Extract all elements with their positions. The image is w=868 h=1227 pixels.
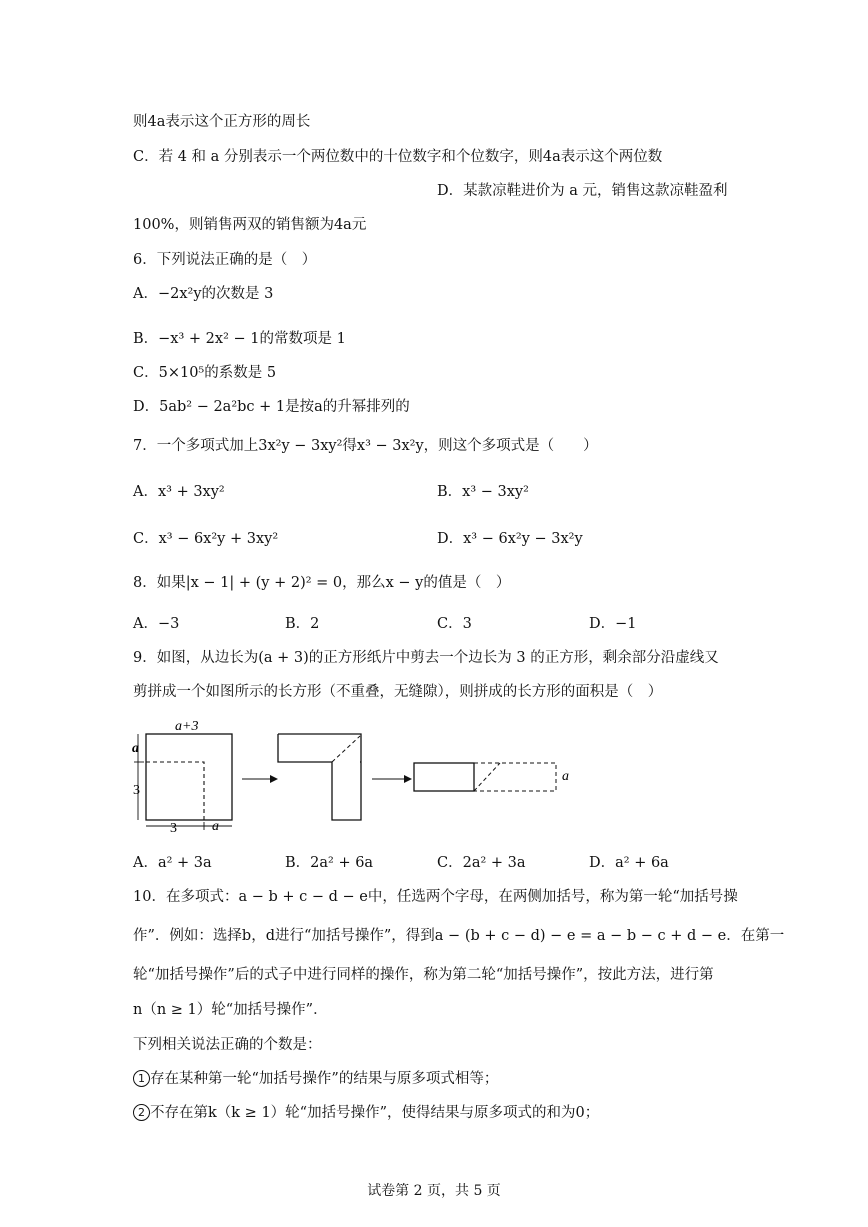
l-shape-cut: [332, 736, 360, 762]
option-c: C．3: [437, 616, 472, 632]
rect-dashed: [474, 763, 556, 791]
question-stem-cont: 作”．例如：选择b，d进行“加括号操作”，得到a − (b + c − d) − e = a − b − c + d − e．在第一: [133, 928, 785, 944]
option-a: A．−2x²y的次数是 3: [133, 286, 274, 302]
option-b: B．2a² + 6a: [285, 855, 374, 871]
label-top: a+3: [175, 719, 199, 734]
option-c: C．5×10⁵的系数是 5: [133, 365, 277, 381]
text-line: 则4a表示这个正方形的周长: [133, 114, 311, 130]
option-d: D．−1: [589, 616, 637, 632]
text-line: 100%，则销售两双的销售额为4a元: [133, 217, 367, 233]
statement-1: [133, 1069, 498, 1089]
rect-solid: [414, 763, 474, 791]
option-b: B．2: [285, 616, 320, 632]
question-stem-cont: 下列相关说法正确的个数是：: [133, 1037, 322, 1053]
question-stem: 8．如果|x − 1| + (y + 2)² = 0，那么x − y的值是（ ）: [133, 575, 511, 591]
option-a: A．−3: [133, 616, 180, 632]
option-c: C．2a² + 3a: [437, 855, 526, 871]
cut-square: [146, 762, 204, 820]
question-stem: 6．下列说法正确的是（ ）: [133, 252, 317, 268]
q9-figure: [126, 716, 586, 842]
question-stem: 10．在多项式：a − b + c − d − e中，任选两个字母，在两侧加括号，称为第一轮“加括号操: [133, 889, 738, 905]
text-line: C．若 4 和 a 分别表示一个两位数中的十位数字和个位数字，则4a表示这个两位数: [133, 149, 663, 165]
label-left-3: 3: [133, 783, 140, 798]
circled-number-2: 2: [133, 1104, 150, 1121]
question-stem: 9．如图，从边长为(a + 3)的正方形纸片中剪去一个边长为 3 的正方形，剩余部分沿虚线又: [133, 650, 719, 666]
question-stem-cont: n（n ≥ 1）轮“加括号操作”．: [133, 1002, 328, 1018]
option-a: A．a² + 3a: [133, 855, 212, 871]
big-square: [146, 734, 232, 820]
page-footer: 试卷第 2 页，共 5 页: [367, 1183, 501, 1199]
statement-2: [133, 1103, 599, 1123]
question-stem-cont: 剪拼成一个如图所示的长方形（不重叠，无缝隙），则拼成的长方形的面积是（ ）: [133, 684, 663, 700]
question-stem: 7．一个多项式加上3x²y − 3xy²得x³ − 3x²y，则这个多项式是（ ）: [133, 438, 598, 454]
option-b: B．−x³ + 2x² − 1的常数项是 1: [133, 331, 346, 347]
label-left-a: a: [132, 741, 139, 756]
label-bottom-3: 3: [170, 821, 177, 836]
statement-text: 不存在第k（k ≥ 1）轮“加括号操作”，使得结果与原多项式的和为0；: [150, 1105, 600, 1121]
text-line: D．某款凉鞋进价为 a 元，销售这款凉鞋盈利: [437, 183, 728, 199]
figure-svg: [126, 716, 586, 838]
label-bottom-a: a: [212, 819, 219, 834]
option-d: D．5ab² − 2a²bc + 1是按a的升幂排列的: [133, 399, 410, 415]
label-right-a: a: [562, 769, 569, 784]
option-b: B．x³ − 3xy²: [437, 484, 529, 500]
question-stem-cont: 轮“加括号操作”后的式子中进行同样的操作，称为第二轮“加括号操作”，按此方法，进行第: [133, 967, 714, 983]
option-d: D．a² + 6a: [589, 855, 669, 871]
circled-number-1: 1: [133, 1070, 150, 1087]
option-d: D．x³ − 6x²y − 3x²y: [437, 531, 583, 547]
option-a: A．x³ + 3xy²: [133, 484, 225, 500]
statement-text: 存在某种第一轮“加括号操作”的结果与原多项式相等；: [150, 1071, 499, 1087]
option-c: C．x³ − 6x²y + 3xy²: [133, 531, 279, 547]
